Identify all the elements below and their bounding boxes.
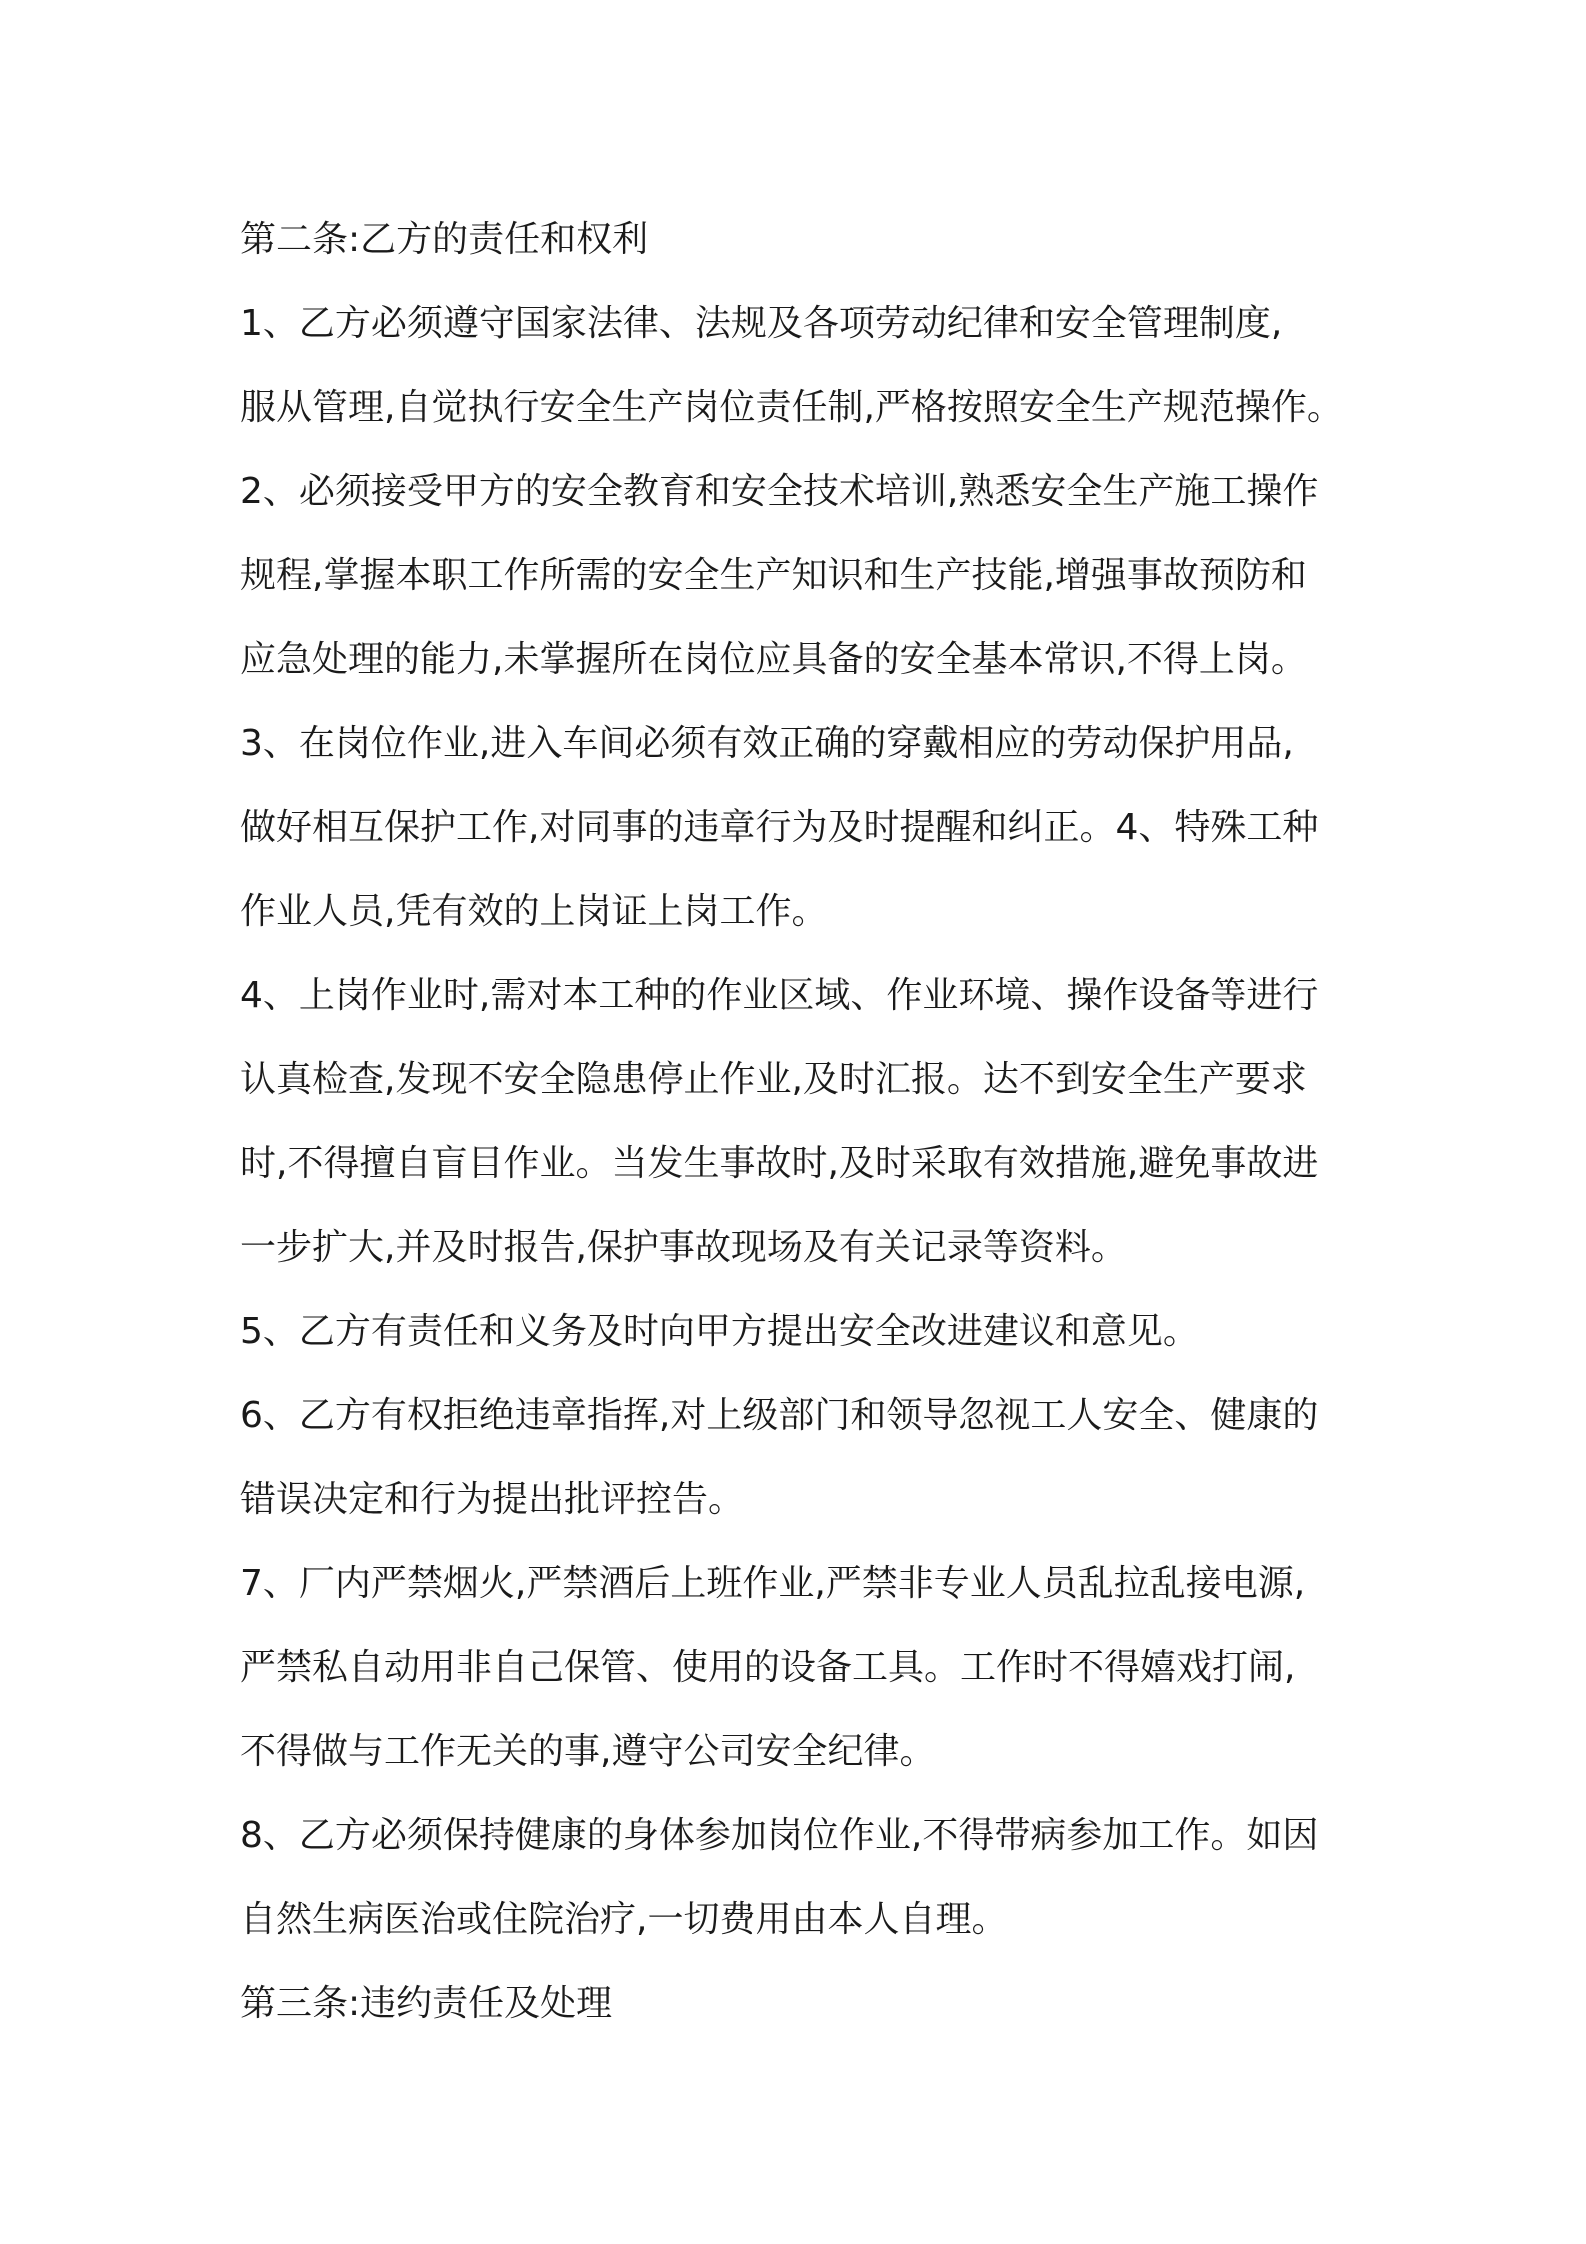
clause-1-line-2: 服从管理,自觉执行安全生产岗位责任制,严格按照安全生产规范操作。 <box>240 387 1343 428</box>
clause-1 <box>240 282 1370 450</box>
clause-7-line-3: 不得做与工作无关的事,遵守公司安全纪律。 <box>240 1731 936 1772</box>
section-3-heading: 第三条:违约责任及处理 <box>240 1983 613 2024</box>
clause-6-line-1: 6、乙方有权拒绝违章指挥,对上级部门和领导忽视工人安全、健康的 <box>240 1395 1319 1436</box>
clause-5 <box>240 1290 1370 1374</box>
document-body <box>240 198 1370 2046</box>
clause-4-line-4: 一步扩大,并及时报告,保护事故现场及有关记录等资料。 <box>240 1227 1127 1268</box>
clause-3-line-3: 作业人员,凭有效的上岗证上岗工作。 <box>240 891 828 932</box>
clause-8 <box>240 1794 1370 1962</box>
clause-1-line-1: 1、乙方必须遵守国家法律、法规及各项劳动纪律和安全管理制度, <box>240 303 1283 344</box>
clause-2-line-2: 规程,掌握本职工作所需的安全生产知识和生产技能,增强事故预防和 <box>240 555 1307 596</box>
clause-8-line-2: 自然生病医治或住院治疗,一切费用由本人自理。 <box>240 1899 1008 1940</box>
section-2-heading: 第二条:乙方的责任和权利 <box>240 219 649 260</box>
clause-7-line-2: 严禁私自动用非自己保管、使用的设备工具。工作时不得嬉戏打闹, <box>240 1647 1296 1688</box>
clause-4-line-1: 4、上岗作业时,需对本工种的作业区域、作业环境、操作设备等进行 <box>240 975 1319 1016</box>
clause-2 <box>240 450 1370 702</box>
clause-3-line-1: 3、在岗位作业,进入车间必须有效正确的穿戴相应的劳动保护用品, <box>240 723 1294 764</box>
clause-3 <box>240 702 1370 954</box>
clause-6-line-2: 错误决定和行为提出批评控告。 <box>240 1479 745 1520</box>
clause-4 <box>240 954 1370 1290</box>
clause-4-line-3: 时,不得擅自盲目作业。当发生事故时,及时采取有效措施,避免事故进 <box>240 1143 1319 1184</box>
clause-2-line-3: 应急处理的能力,未掌握所在岗位应具备的安全基本常识,不得上岗。 <box>240 639 1307 680</box>
clause-7-line-1: 7、厂内严禁烟火,严禁酒后上班作业,严禁非专业人员乱拉乱接电源, <box>240 1563 1306 1604</box>
clause-8-line-1: 8、乙方必须保持健康的身体参加岗位作业,不得带病参加工作。如因 <box>240 1815 1319 1856</box>
clause-2-line-1: 2、必须接受甲方的安全教育和安全技术培训,熟悉安全生产施工操作 <box>240 471 1319 512</box>
clause-6 <box>240 1374 1370 1542</box>
clause-3-line-2: 做好相互保护工作,对同事的违章行为及时提醒和纠正。4、特殊工种 <box>240 807 1319 848</box>
clause-5-line-1: 5、乙方有责任和义务及时向甲方提出安全改进建议和意见。 <box>240 1311 1199 1352</box>
clause-7 <box>240 1542 1370 1794</box>
clause-4-line-2: 认真检查,发现不安全隐患停止作业,及时汇报。达不到安全生产要求 <box>240 1059 1307 1100</box>
